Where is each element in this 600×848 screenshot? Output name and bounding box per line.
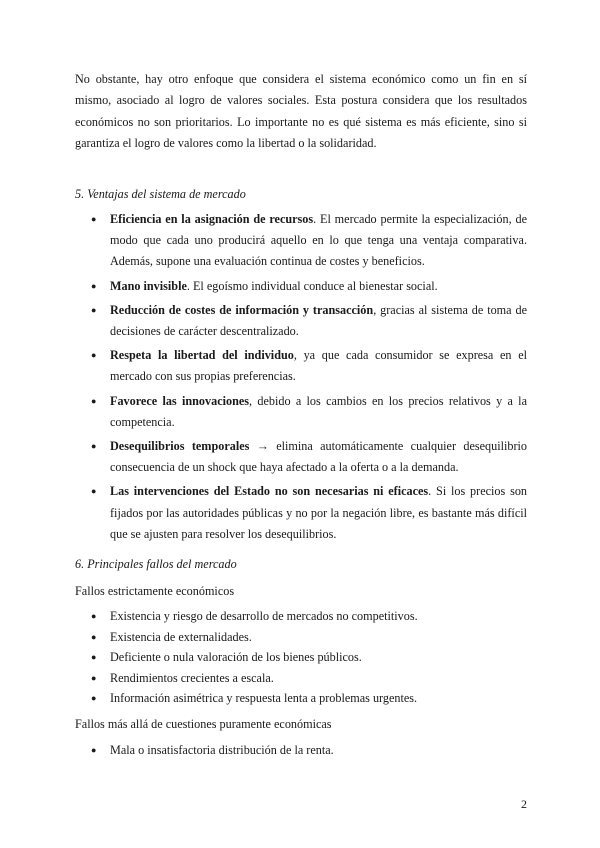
list-item: ● Eficiencia en la asignación de recursos. El mercado permite la especialización, de modo que cada uno producirá aquello en lo que tenga una ventaja comparativa. Además, supone una evaluación continua de costes y beneficios. <box>0 209 527 273</box>
list-item: ● Existencia de externalidades. <box>0 627 527 648</box>
bullet-icon: ● <box>91 486 97 497</box>
bullet-icon: ● <box>91 611 97 621</box>
list-item: ● Reducción de costes de información y transacción, gracias al sistema de toma de decisiones de carácter descentralizado. <box>0 300 527 342</box>
list-item: ● Respeta la libertad del individuo, ya que cada consumidor se expresa en el mercado con sus propias preferencias. <box>0 345 527 387</box>
bullet-icon: ● <box>91 672 97 683</box>
list-item: ● Las intervenciones del Estado no son necesarias ni eficaces. Si los precios son fijados por las autoridades públicas y no por la negación libre, es bastante más difícil que se ajusten para resolver los desequilibrios. <box>0 481 527 545</box>
list-item: ● Mala o insatisfactoria distribución de la renta. <box>0 740 527 761</box>
section-6-group-1-list <box>0 606 600 709</box>
bullet-icon: ● <box>91 441 97 452</box>
section-6-group-2-list <box>0 740 600 761</box>
section-6-title: 6. Principales fallos del mercado <box>75 557 237 571</box>
bullet-icon: ● <box>91 652 97 663</box>
page-number: 2 <box>521 797 527 811</box>
bullet-icon: ● <box>91 745 97 755</box>
bullet-icon: ● <box>91 693 97 704</box>
bullet-icon: ● <box>91 631 97 642</box>
list-item: ● Existencia y riesgo de desarrollo de mercados no competitivos. <box>0 606 527 627</box>
list-item: ● Desequilibrios temporales → elimina automáticamente cualquier desequilibrio consecuencia de un shock que haya afectado a la oferta o a la demanda. <box>0 436 527 478</box>
section-5-title: 5. Ventajas del sistema de mercado <box>75 187 246 201</box>
bullet-icon: ● <box>91 214 97 224</box>
group-1-label: Fallos estrictamente económicos <box>75 584 235 598</box>
list-item: ● Deficiente o nula valoración de los bienes públicos. <box>0 647 527 668</box>
intro-paragraph: No obstante, hay otro enfoque que considera el sistema económico como un fin en sí mismo, asociado al logro de valores sociales. Esta postura considera que los resultados económicos no son prioritarios. Lo importante no es qué sistema es más eficiente, sino si garantiza el logro de valores como la libertad o la solidaridad. <box>75 72 527 150</box>
bullet-icon: ● <box>91 304 97 315</box>
group-2-label: Fallos más allá de cuestiones puramente económicas <box>75 717 332 731</box>
list-item: ● Favorece las innovaciones, debido a los cambios en los precios relativos y a la competencia. <box>0 391 527 433</box>
list-item: ● Mano invisible. El egoísmo individual conduce al bienestar social. <box>0 276 527 297</box>
list-item: ● Rendimientos crecientes a escala. <box>0 668 527 689</box>
bullet-icon: ● <box>91 350 97 361</box>
section-5-list <box>0 209 600 545</box>
bullet-icon: ● <box>91 395 97 406</box>
list-item: ● Información asimétrica y respuesta lenta a problemas urgentes. <box>0 688 527 709</box>
bullet-icon: ● <box>91 280 97 291</box>
